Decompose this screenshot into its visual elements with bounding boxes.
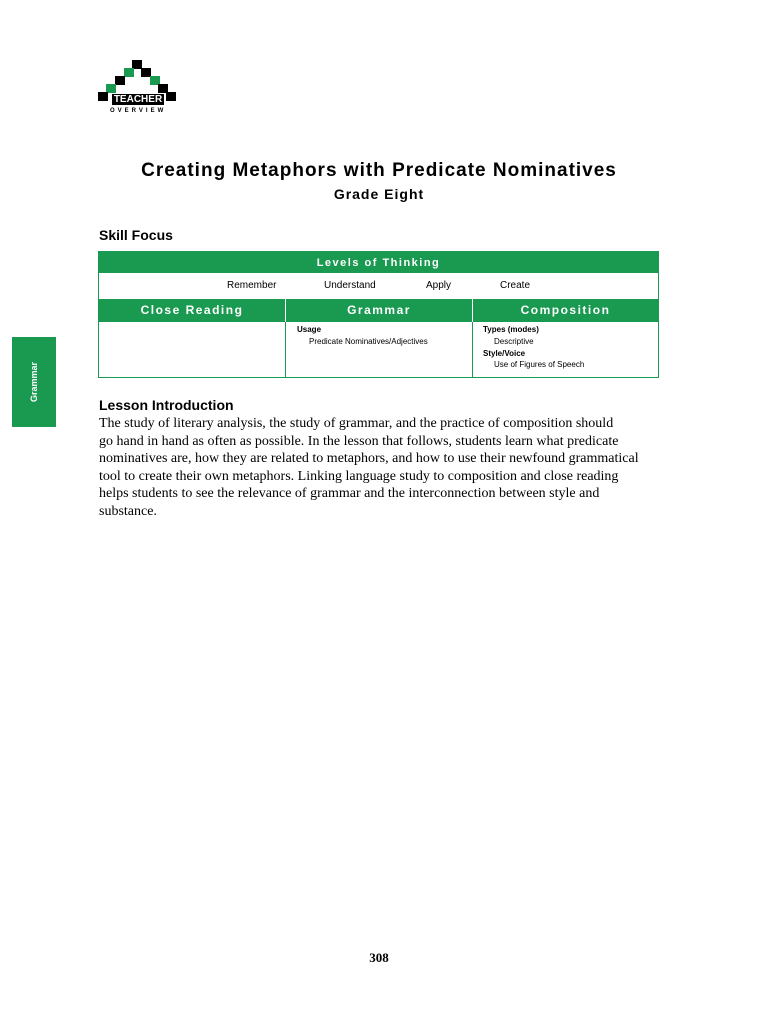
composition-style-item: Use of Figures of Speech xyxy=(494,360,585,369)
levels-row xyxy=(99,273,658,299)
column-divider xyxy=(285,322,286,377)
grammar-usage-heading: Usage xyxy=(297,325,322,334)
composition-types-item: Descriptive xyxy=(494,337,534,346)
page-subtitle: Grade Eight xyxy=(333,186,425,202)
level-remember: Remember xyxy=(227,280,277,291)
page-number: 308 xyxy=(369,950,389,965)
lesson-introduction-text xyxy=(99,415,664,521)
logo-subword: OVERVIEW xyxy=(110,108,167,114)
logo-word: TEACHER xyxy=(113,94,163,105)
level-understand: Understand xyxy=(324,280,376,291)
column-divider xyxy=(472,322,473,377)
category-close-reading: Close Reading xyxy=(140,303,244,317)
teacher-overview-logo xyxy=(98,60,176,120)
side-tab-label: Grammar xyxy=(29,361,39,403)
category-grammar: Grammar xyxy=(347,303,411,317)
category-content-row xyxy=(99,322,658,377)
grammar-side-tab xyxy=(12,337,56,427)
skill-focus-table xyxy=(98,251,659,378)
lesson-line: go hand in hand as often as possible. In the lesson that follows, students learn what predicate xyxy=(99,433,619,449)
level-create: Create xyxy=(500,280,531,291)
category-row xyxy=(99,299,658,322)
skill-focus-heading: Skill Focus xyxy=(99,227,173,243)
composition-types-heading: Types (modes) xyxy=(483,325,539,334)
lesson-line: nominatives are, how they are related to metaphors, and how to use their newfound grammatical xyxy=(99,451,639,467)
lesson-line: substance. xyxy=(99,503,157,519)
lesson-line: The study of literary analysis, the study of grammar, and the practice of composition should xyxy=(99,416,614,431)
levels-of-thinking-header: Levels of Thinking xyxy=(99,252,658,273)
composition-style-heading: Style/Voice xyxy=(483,349,526,358)
page-title: Creating Metaphors with Predicate Nominatives xyxy=(141,160,617,181)
lesson-line: helps students to see the relevance of grammar and the interconnection between style and xyxy=(99,486,600,502)
category-composition: Composition xyxy=(520,303,611,317)
grammar-usage-item: Predicate Nominatives/Adjectives xyxy=(309,337,428,346)
lesson-introduction-heading: Lesson Introduction xyxy=(99,397,234,413)
level-apply: Apply xyxy=(426,280,452,291)
lesson-line: tool to create their own metaphors. Linking language study to composition and close reading xyxy=(99,468,619,484)
